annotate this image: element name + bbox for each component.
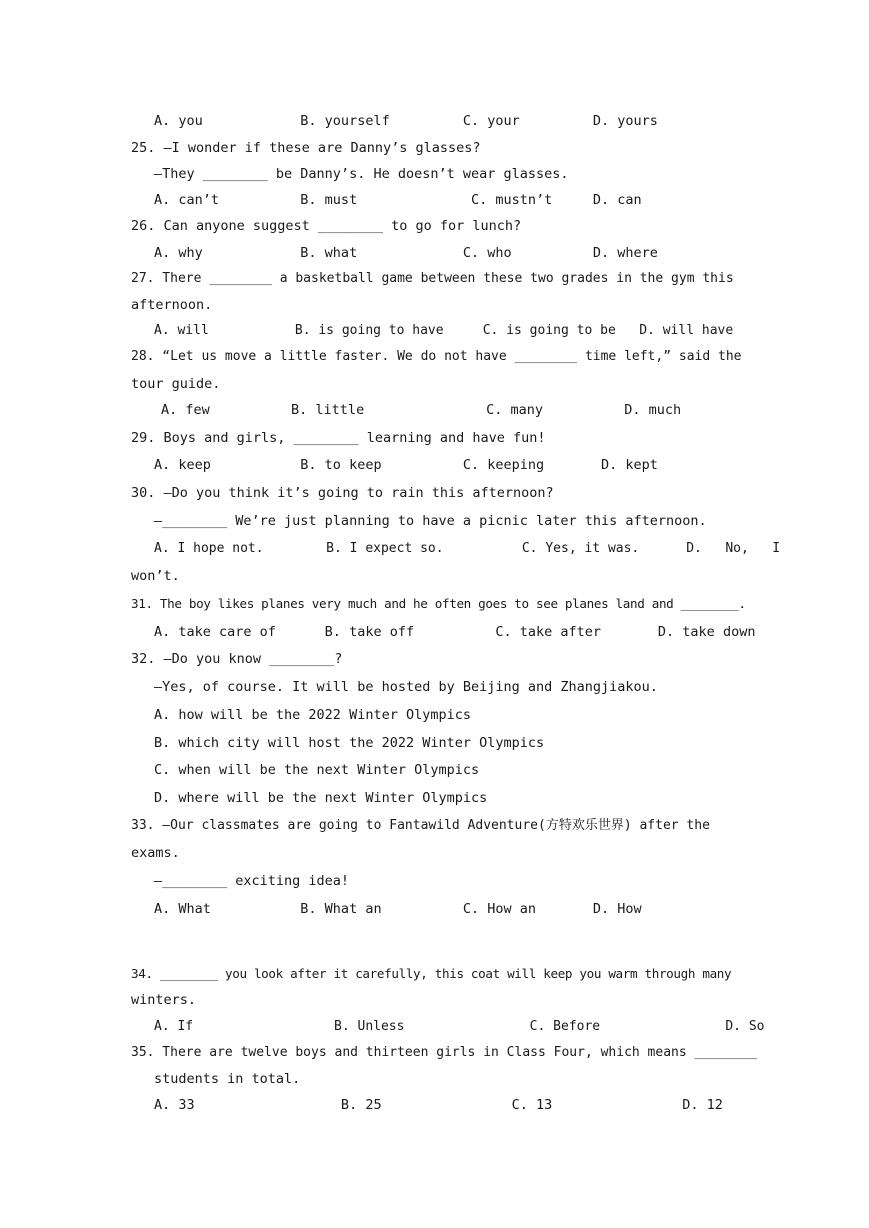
q27-question: 27. There ________ a basketball game between these two grades in the gym this [131, 271, 734, 286]
q25-question: 25. —I wonder if these are Danny’s glasses? [131, 140, 481, 156]
q35-question-cont: students in total. [154, 1071, 301, 1087]
q27-question-cont: afternoon. [131, 297, 213, 313]
q30-response: —________ We’re just planning to have a picnic later this afternoon. [154, 513, 707, 529]
q32-option-d: D. where will be the next Winter Olympics [154, 790, 488, 806]
q33-question-cont: exams. [131, 845, 180, 861]
q25-response: —They ________ be Danny’s. He doesn’t wear glasses. [154, 166, 569, 182]
q32-response: —Yes, of course. It will be hosted by Beijing and Zhangjiakou. [154, 679, 658, 695]
q26-options: A. why B. what C. who D. where [154, 245, 658, 261]
q28-question-cont: tour guide. [131, 376, 221, 392]
q33-options: A. What B. What an C. How an D. How [154, 901, 642, 917]
q34-question: 34. ________ you look after it carefully, this coat will keep you warm through many [131, 966, 732, 981]
q31-options: A. take care of B. take off C. take after D. take down [154, 624, 756, 640]
q35-question: 35. There are twelve boys and thirteen girls in Class Four, which means ________ [131, 1045, 758, 1060]
q27-options: A. will B. is going to have C. is going to be D. will have [154, 323, 734, 338]
q33-response: —________ exciting idea! [154, 873, 350, 889]
q32-question: 32. —Do you know ________? [131, 651, 343, 667]
q34-options: A. If B. Unless C. Before D. So [154, 1019, 765, 1034]
q34-question-cont: winters. [131, 992, 197, 1008]
q29-options: A. keep B. to keep C. keeping D. kept [154, 457, 658, 473]
q31-question: 31. The boy likes planes very much and he often goes to see planes land and ________. [131, 596, 746, 611]
q30-options: A. I hope not. B. I expect so. C. Yes, it was. D. No, I [154, 541, 781, 556]
q30-options-cont: won’t. [131, 568, 180, 584]
q33-question: 33. —Our classmates are going to Fantawild Adventure(方特欢乐世界) after the [131, 818, 710, 833]
q32-option-b: B. which city will host the 2022 Winter Olympics [154, 735, 545, 751]
q28-question: 28. “Let us move a little faster. We do not have ________ time left,” said the [131, 349, 742, 364]
q30-question: 30. —Do you think it’s going to rain this afternoon? [131, 485, 554, 501]
q26-question: 26. Can anyone suggest ________ to go for lunch? [131, 218, 522, 234]
q25-options: A. can’t B. must C. mustn’t D. can [154, 192, 642, 208]
q32-option-a: A. how will be the 2022 Winter Olympics [154, 707, 471, 723]
q32-option-c: C. when will be the next Winter Olympics [154, 762, 480, 778]
q29-question: 29. Boys and girls, ________ learning and have fun! [131, 430, 546, 446]
q24-options: A. you B. yourself C. your D. yours [154, 113, 658, 129]
q28-options: A. few B. little C. many D. much [161, 402, 682, 418]
q35-options: A. 33 B. 25 C. 13 D. 12 [154, 1097, 723, 1113]
